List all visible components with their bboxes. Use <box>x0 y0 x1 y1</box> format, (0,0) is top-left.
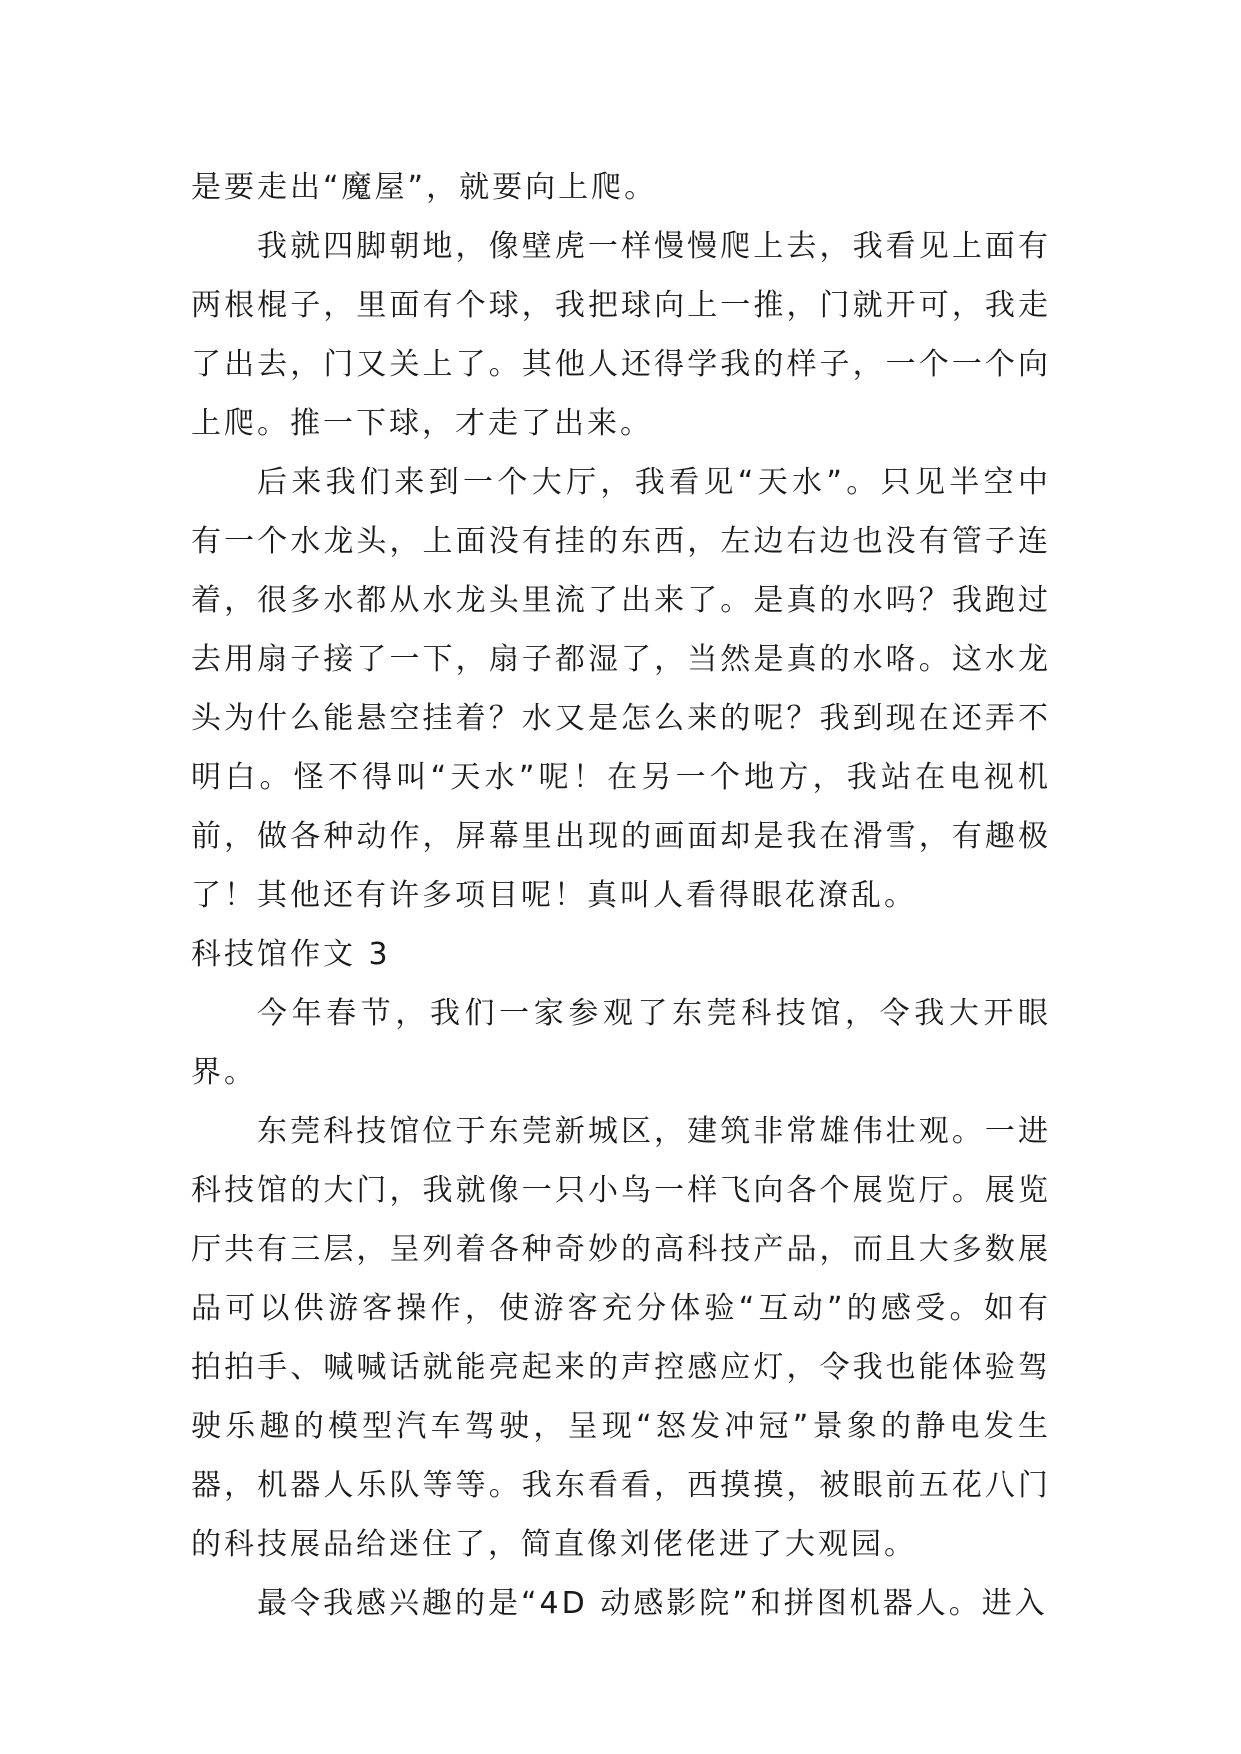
document-body <box>191 158 1051 1633</box>
section-paragraph-1: 今年春节，我们一家参观了东莞科技馆，令我大开眼界。 <box>191 996 1051 1090</box>
paragraph-1: 是要走出“魔屋”，就要向上爬。 <box>191 170 658 205</box>
paragraph-3: 后来我们来到一个大厅，我看见“天水”。只见半空中有一个水龙头，上面没有挂的东西，左边右边也没有管子连着，很多水都从水龙头里流了出来了。是真的水吗？我跑过去用扇子接了一下，扇子都湿了，当然是真的水咯。这水龙头为什么能悬空挂着？水又是怎么来的呢？我到现在还弄不明白。怪不得叫“天水”呢！在另一个地方，我站在电视机前，做各种动作，屏幕里出现的画面却是我在滑雪，有趣极了！其他还有许多项目呢！真叫人看得眼花潦乱。 <box>191 465 1051 913</box>
section-paragraph-3: 最令我感兴趣的是“4D 动感影院”和拼图机器人。进入 <box>257 1586 1048 1621</box>
section-paragraph-2: 东莞科技馆位于东莞新城区，建筑非常雄伟壮观。一进科技馆的大门，我就像一只小鸟一样飞向各个展览厅。展览厅共有三层，呈列着各种奇妙的高科技产品，而且大多数展品可以供游客操作，使游客充分体验“互动”的感受。如有拍拍手、喊喊话就能亮起来的声控感应灯，令我也能体验驾驶乐趣的模型汽车驾驶，呈现“怒发冲冠”景象的静电发生器，机器人乐队等等。我东看看，西摸摸，被眼前五花八门的科技展品给迷住了，简直像刘佬佬进了大观园。 <box>191 1114 1051 1562</box>
paragraph-2: 我就四脚朝地，像壁虎一样慢慢爬上去，我看见上面有两根棍子，里面有个球，我把球向上一推，门就开可，我走了出去，门又关上了。其他人还得学我的样子，一个一个向上爬。推一下球，才走了出来。 <box>191 229 1051 441</box>
section-title: 科技馆作文 3 <box>191 937 391 972</box>
